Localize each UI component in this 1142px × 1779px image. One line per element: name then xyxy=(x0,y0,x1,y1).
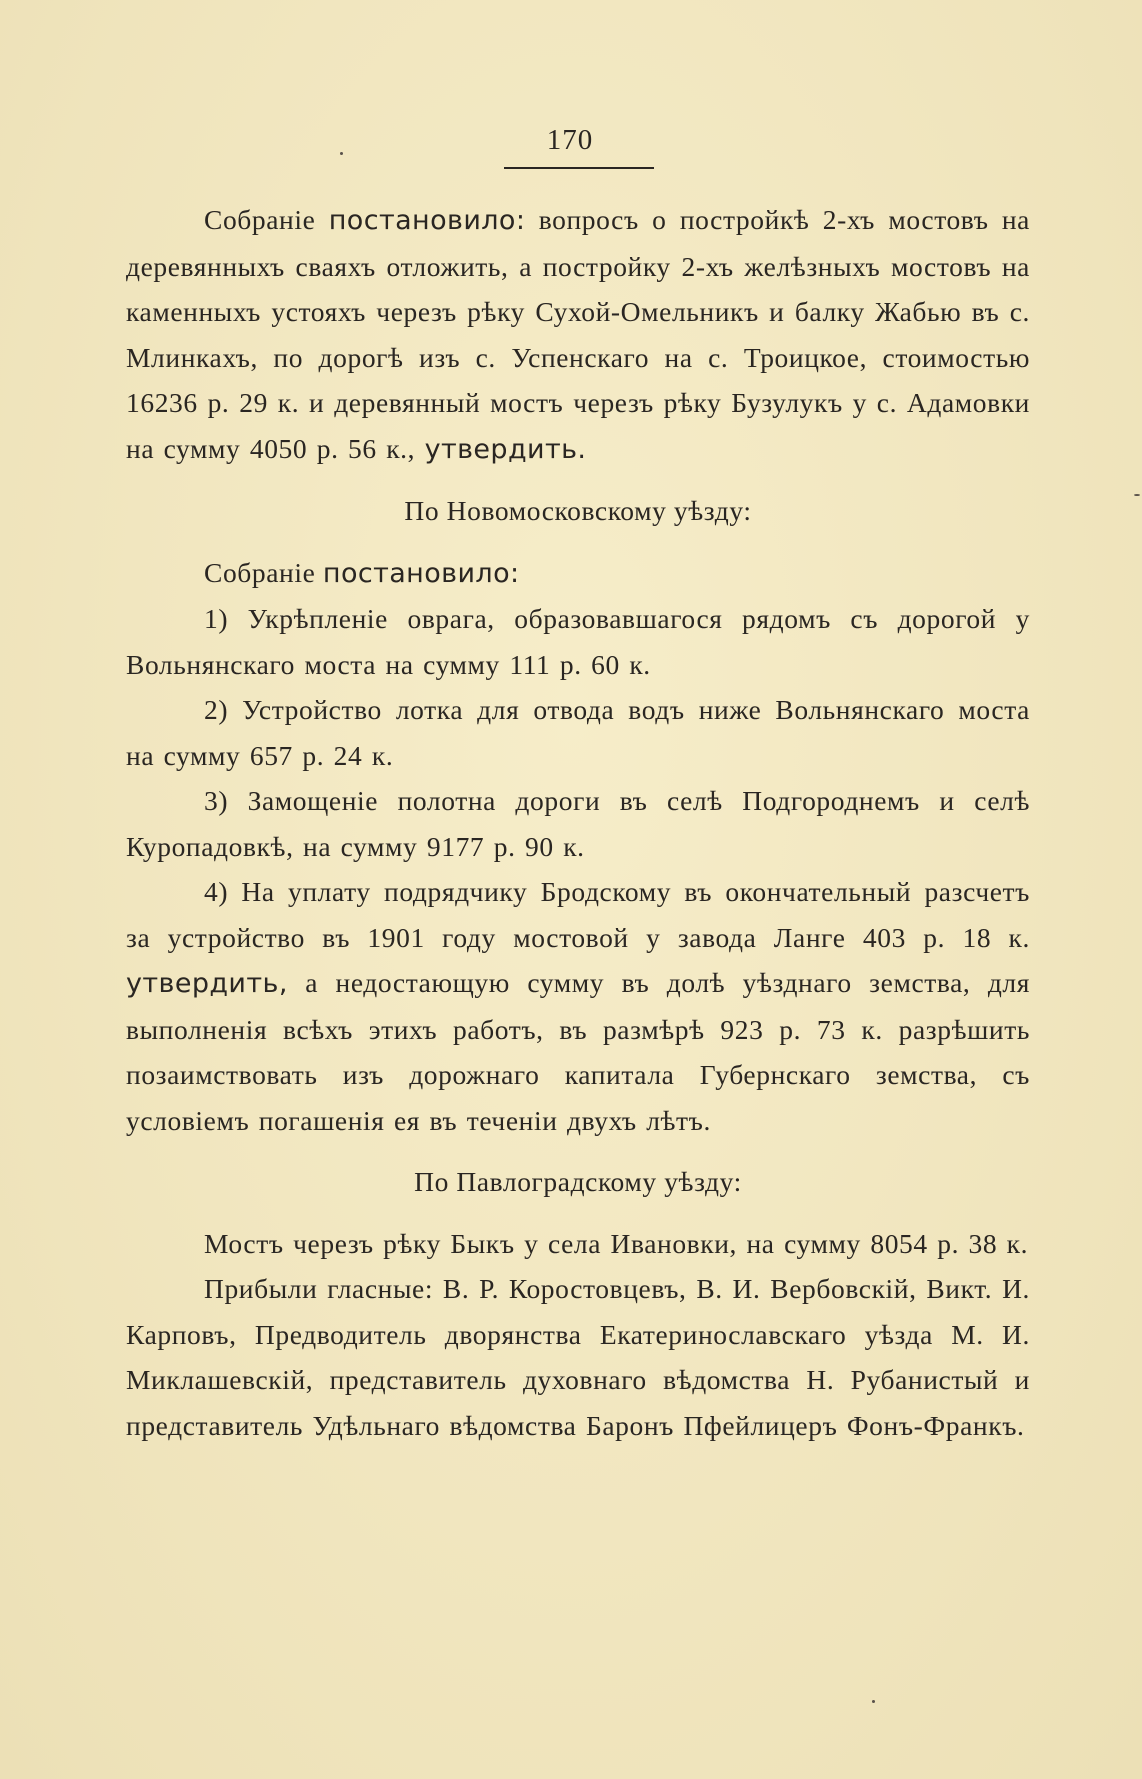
section-heading-pavlograd: По Павлоградскому уѣзду: xyxy=(414,1166,742,1197)
paragraph-arrived: Прибыли гласные: В. Р. Коростовцевъ, В. И. Вербовскій, Викт. И. Карповъ, Предводитель дворянства Екатеринославскаго уѣзда М. И. Миклашевскій, представитель духовнаго вѣдомства Н. Рубанистый и представитель Удѣльнаго вѣдомства Баронъ Пфейлицеръ Фонъ-Франкъ. xyxy=(126,1273,1030,1441)
resolved-keyword: постановило: xyxy=(328,205,526,236)
paragraph-resolution-bridges xyxy=(126,197,1030,472)
scan-speck xyxy=(872,1700,875,1703)
section-heading-novomoskovsk: По Новомосковскому уѣзду: xyxy=(404,495,752,526)
page-number-rule xyxy=(504,167,654,169)
approve-keyword: утвердить, xyxy=(126,968,288,999)
resolution-intro xyxy=(126,550,1030,597)
page-number: 170 xyxy=(546,124,594,156)
approve-keyword: утвердить. xyxy=(424,433,587,465)
scan-speck xyxy=(340,152,343,155)
list-item-3: 3) Замощеніе полотна дороги въ селѣ Подгороднемъ и селѣ Куропадовкѣ, на сумму 9177 р. 90 к. xyxy=(126,785,1030,862)
resolution-intro-text: Собраніе xyxy=(204,556,323,588)
list-item-2: 2) Устройство лотка для отвода водъ ниже Вольнянскаго моста на сумму 657 р. 24 к. xyxy=(126,694,1030,771)
paragraph-text: Собраніе xyxy=(204,204,329,235)
list-item-4-text: 4) На уплату подрядчику Бродскому въ окончательный разсчетъ за устройство въ 1901 году мостовой у завода Ланге 403 р. 18 к. xyxy=(126,876,1030,953)
list-item-1: 1) Укрѣпленіе оврага, образовавшагося рядомъ съ дорогой у Вольнянскаго моста на сумму 111 р. 60 к. xyxy=(126,603,1030,680)
list-item-4-text: а недостающую сумму въ долѣ уѣзднаго земства, для выполненія всѣхъ этихъ работъ, въ размѣрѣ 923 р. 73 к. разрѣшить позаимствовать изъ дорожнаго капитала Губернскаго земства, съ условіемъ погашенія ея въ теченіи двухъ лѣтъ. xyxy=(126,967,1030,1136)
page-body xyxy=(126,197,1030,1448)
list-item-4 xyxy=(126,869,1030,1143)
resolved-keyword: постановило: xyxy=(322,557,520,589)
scan-speck xyxy=(1134,494,1140,496)
paragraph-bridge: Мостъ черезъ рѣку Быкъ у села Ивановки, на сумму 8054 р. 38 к. xyxy=(204,1227,1029,1259)
paragraph-text: вопросъ о постройкѣ 2-хъ мостовъ на деревянныхъ сваяхъ отложить, а постройку 2-хъ желѣзныхъ мостовъ на каменныхъ устояхъ черезъ рѣку Сухой-Омельникъ и балку Жабью въ с. Млинкахъ, по дорогѣ изъ с. Успенскаго на с. Троицкое, стоимостью 16236 р. 29 к. и деревянный мостъ черезъ рѣку Бузулукъ у с. Адамовки на сумму 4050 р. 56 к., xyxy=(126,204,1030,464)
